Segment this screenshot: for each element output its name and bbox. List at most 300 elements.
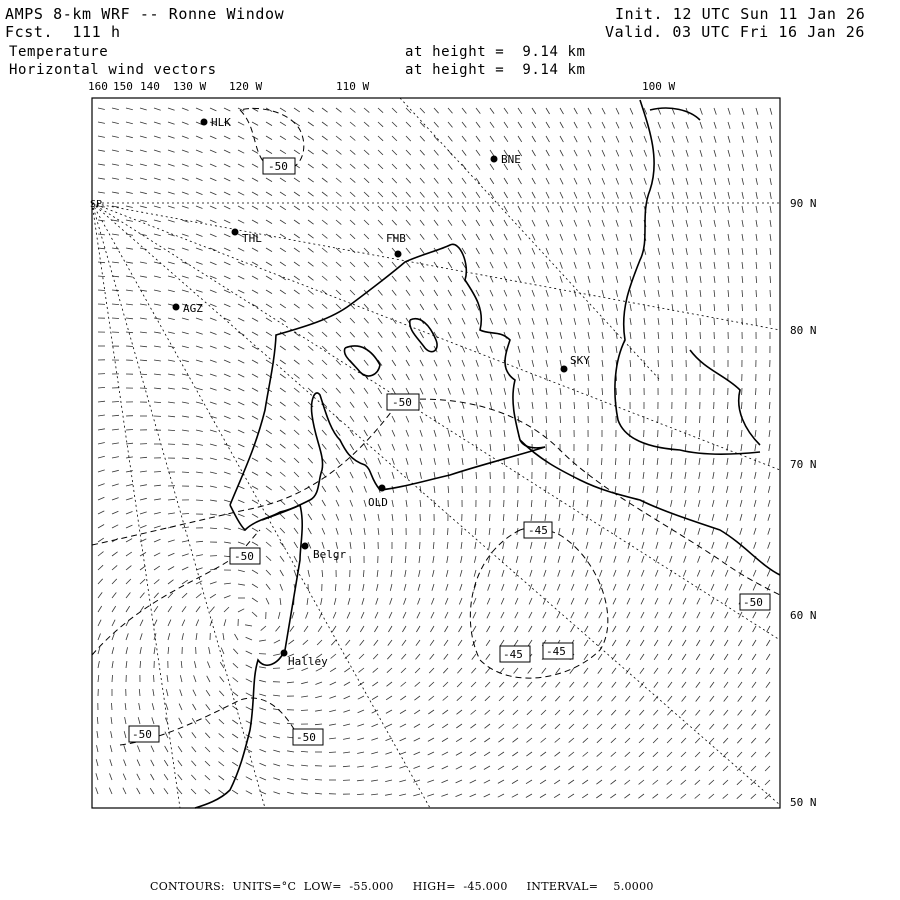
wind-vector [588, 388, 589, 395]
wind-vector [206, 704, 210, 710]
station-label: THL [242, 232, 262, 245]
wind-vector [770, 192, 771, 199]
wind-vector [376, 598, 378, 605]
wind-vector [611, 752, 616, 757]
wind-vector [233, 663, 238, 668]
wind-vector [541, 696, 546, 701]
wind-vector [182, 150, 189, 152]
wind-vector [752, 654, 756, 660]
wind-vector [714, 234, 715, 241]
wind-vector [644, 346, 645, 353]
wind-vector [724, 668, 728, 674]
wind-vector [378, 248, 383, 253]
wind-vector [504, 290, 507, 296]
wind-vector [140, 647, 141, 654]
wind-vector [700, 290, 701, 297]
wind-vector [616, 178, 619, 185]
wind-vector [392, 360, 396, 366]
wind-vector [378, 444, 381, 450]
wind-vector [682, 654, 686, 660]
wind-vector [658, 262, 660, 269]
wind-vector [252, 318, 258, 321]
wind-vector [238, 458, 244, 461]
wind-vector [308, 388, 313, 393]
wind-vector [124, 731, 126, 738]
wind-vector [392, 290, 396, 296]
wind-vector [584, 640, 588, 646]
wind-vector [698, 514, 700, 521]
wind-vector [490, 430, 491, 437]
wind-vector [574, 136, 577, 142]
wind-vector [266, 304, 272, 308]
wind-vector [112, 633, 114, 640]
wind-vector [588, 290, 590, 297]
wind-vector [126, 332, 133, 333]
wind-vector [685, 444, 686, 451]
wind-vector [196, 374, 203, 376]
wind-vector [574, 192, 577, 198]
wind-vector [414, 710, 420, 714]
wind-vector [434, 444, 436, 451]
wind-vector [490, 248, 493, 254]
wind-vector [392, 430, 395, 436]
wind-vector [322, 514, 325, 520]
wind-vector [630, 304, 631, 311]
wind-vector [210, 178, 216, 181]
wind-vector [755, 430, 756, 437]
wind-vector [238, 206, 244, 209]
wind-vector [540, 766, 546, 770]
wind-vector [98, 220, 105, 221]
wind-vector [301, 779, 308, 780]
wind-vector [280, 528, 285, 533]
wind-vector [224, 136, 230, 139]
contour-label [230, 548, 260, 564]
wind-vector [406, 136, 411, 141]
wind-vector [378, 458, 381, 464]
wind-vector [420, 542, 421, 549]
wind-vector [738, 696, 742, 702]
wind-vector [294, 472, 299, 477]
wind-vector [376, 584, 378, 591]
wind-vector [588, 178, 591, 184]
wind-vector [572, 528, 574, 535]
wind-vector [490, 346, 492, 353]
wind-vector [434, 458, 436, 465]
wind-vector [737, 724, 742, 729]
wind-vector [432, 570, 434, 577]
wind-vector [336, 150, 341, 154]
footer-low: LOW= -55.000 [303, 880, 394, 893]
wind-vector [560, 122, 563, 128]
wind-vector [643, 486, 644, 493]
wind-vector [686, 136, 688, 143]
wind-vector [686, 304, 687, 311]
wind-vector [698, 556, 701, 563]
wind-vector [624, 794, 630, 798]
wind-vector [476, 262, 479, 268]
wind-vector [336, 136, 342, 140]
wind-vector [252, 136, 258, 139]
init-time: Init. 12 UTC Sun 11 Jan 26 [615, 5, 866, 23]
wind-vector [641, 584, 644, 590]
wind-vector [532, 374, 534, 381]
wind-vector [429, 696, 434, 700]
wind-vector [112, 402, 119, 403]
wind-vector [588, 122, 591, 128]
wind-vector [597, 752, 602, 757]
wind-vector [669, 598, 672, 604]
wind-vector [252, 360, 258, 363]
wind-vector [98, 647, 100, 654]
wind-vector [406, 374, 409, 380]
wind-vector [560, 234, 563, 241]
wind-vector [667, 780, 672, 785]
wind-vector [154, 512, 161, 514]
wind-vector [287, 668, 294, 670]
wind-vector [294, 290, 300, 294]
wind-vector [518, 388, 520, 395]
wind-vector [600, 542, 602, 549]
wind-vector [154, 276, 161, 278]
valid-time: Valid. 03 UTC Fri 16 Jan 26 [605, 23, 866, 41]
wind-vector [616, 388, 617, 395]
wind-vector [501, 598, 504, 604]
wind-vector [569, 696, 574, 701]
wind-vector [168, 567, 174, 571]
wind-vector [625, 724, 630, 729]
wind-vector [489, 542, 490, 549]
wind-vector [574, 234, 577, 241]
wind-vector [526, 794, 532, 798]
wind-vector [639, 710, 644, 715]
wind-vector [518, 234, 521, 240]
wind-vector [140, 276, 147, 277]
wind-vector [442, 752, 448, 755]
wind-vector [112, 703, 113, 710]
wind-vector [168, 499, 175, 500]
wind-vector [569, 724, 574, 729]
wind-vector [667, 710, 672, 715]
wind-vector [754, 542, 756, 549]
wind-vector [98, 178, 105, 179]
wind-vector [153, 689, 154, 696]
wind-vector [154, 374, 161, 375]
wind-vector [574, 164, 577, 170]
wind-vector [364, 178, 369, 183]
wind-vector [434, 290, 438, 296]
wind-vector [700, 136, 702, 143]
wind-vector [406, 360, 410, 366]
wind-vector [462, 108, 466, 114]
wind-vector [724, 696, 728, 702]
wind-vector [210, 164, 216, 167]
wind-vector [546, 220, 549, 226]
wind-vector [600, 556, 602, 563]
wind-vector [364, 108, 369, 113]
wind-vector [111, 731, 112, 738]
station-label: BNE [501, 153, 521, 166]
lat-label: 80 N [790, 324, 817, 337]
wind-vector [266, 346, 272, 350]
wind-vector [560, 220, 563, 226]
wind-vector [266, 570, 271, 575]
wind-vector [416, 626, 420, 632]
wind-vector [192, 732, 196, 738]
wind-vector [294, 430, 299, 435]
wind-vector [498, 766, 504, 770]
wind-vector [330, 682, 336, 685]
wind-vector [768, 528, 770, 535]
wind-vector [643, 458, 644, 465]
wind-vector [273, 723, 280, 725]
wind-vector [406, 164, 411, 169]
wind-vector [625, 766, 630, 771]
wind-vector [756, 388, 757, 395]
wind-vector [597, 766, 603, 770]
wind-vector [182, 567, 188, 570]
wind-vector [126, 276, 133, 277]
wind-vector [756, 122, 758, 129]
wind-vector [527, 682, 532, 687]
wind-vector [280, 514, 285, 519]
wind-vector [699, 458, 700, 465]
wind-vector [546, 178, 549, 184]
wind-vector [728, 150, 730, 157]
wind-vector [560, 318, 562, 325]
wind-vector [445, 598, 448, 605]
wind-vector [460, 584, 462, 591]
wind-vector [700, 206, 702, 213]
wind-vector [766, 724, 771, 729]
wind-vector [462, 332, 465, 338]
wind-vector [602, 248, 604, 255]
wind-vector [626, 654, 630, 660]
wind-vector [444, 654, 448, 660]
wind-vector [371, 794, 378, 795]
wind-vector [738, 668, 742, 674]
wind-vector [336, 178, 341, 183]
wind-vector [308, 108, 314, 112]
wind-vector [154, 108, 161, 110]
wind-vector [546, 374, 547, 381]
wind-vector [766, 668, 770, 674]
wind-vector [126, 290, 133, 291]
wind-vector [259, 722, 266, 724]
wind-vector [420, 430, 422, 437]
wind-vector [448, 276, 452, 282]
wind-vector [112, 108, 119, 110]
wind-vector [641, 598, 644, 604]
pole-label: SP [90, 199, 103, 210]
wind-vector [181, 661, 182, 668]
wind-vector [462, 290, 465, 296]
wind-vector [699, 444, 700, 451]
lat-label: 60 N [790, 609, 817, 622]
wind-vector [392, 276, 396, 281]
wind-vector [112, 415, 119, 416]
wind-vector [657, 458, 658, 465]
wind-vector [378, 192, 383, 197]
wind-vector [598, 640, 602, 646]
contour-label [524, 522, 552, 538]
wind-vector [246, 777, 252, 780]
wind-vector [274, 640, 280, 643]
wind-vector [294, 360, 300, 364]
wind-vector [742, 234, 743, 241]
wind-vector [350, 402, 354, 408]
wind-vector [700, 108, 702, 115]
wind-vector [630, 206, 632, 213]
wind-vector [714, 206, 716, 213]
wind-vector [168, 290, 175, 292]
wind-vector [559, 500, 560, 507]
wind-vector [287, 723, 294, 724]
wind-vector [168, 178, 175, 180]
wind-vector [448, 486, 449, 493]
wind-vector [655, 584, 658, 590]
wind-vector [322, 388, 327, 393]
wind-vector [558, 556, 560, 563]
wind-vector [600, 570, 603, 577]
wind-vector [196, 290, 203, 292]
wind-vector [686, 290, 687, 297]
wind-vector [357, 724, 364, 726]
wind-vector [644, 290, 645, 297]
wind-vector [294, 514, 298, 520]
wind-vector [754, 514, 756, 521]
wind-vector [97, 717, 98, 724]
wind-vector [322, 108, 328, 112]
wind-vector [532, 346, 534, 353]
wind-vector [308, 570, 310, 577]
station-label: Belgr [313, 548, 347, 561]
wind-vector [252, 472, 258, 475]
wind-vector [728, 192, 730, 199]
wind-vector [151, 774, 155, 780]
wind-vector [238, 486, 244, 489]
wind-vector [224, 528, 231, 530]
wind-vector [140, 346, 147, 347]
wind-vector [740, 500, 742, 507]
wind-vector [140, 206, 147, 208]
wind-vector [476, 402, 478, 409]
wind-vector [96, 773, 98, 780]
wind-vector [329, 696, 336, 698]
wind-vector [333, 612, 336, 618]
wind-vector [182, 580, 188, 584]
wind-vector [685, 472, 686, 479]
wind-vector [371, 766, 378, 768]
wind-vector [598, 682, 602, 688]
wind-vector [571, 598, 574, 604]
wind-vector [140, 457, 147, 458]
wind-vector [470, 794, 476, 797]
wind-vector [490, 178, 494, 184]
wind-vector [462, 374, 465, 381]
wind-vector [388, 640, 392, 646]
wind-vector [656, 556, 658, 563]
wind-vector [642, 514, 644, 521]
wind-vector [182, 164, 189, 166]
wind-vector [96, 787, 98, 794]
wind-vector [112, 178, 119, 179]
wind-vector [573, 486, 574, 493]
wind-vector [611, 724, 616, 729]
wind-vector [770, 220, 771, 227]
wind-vector [238, 318, 244, 321]
wind-vector [616, 262, 618, 269]
wind-vector [725, 584, 728, 590]
wind-vector [601, 500, 602, 507]
wind-vector [556, 668, 560, 674]
wind-vector [501, 626, 505, 632]
wind-vector [392, 416, 395, 422]
wind-vector [196, 500, 203, 501]
wind-vector [697, 598, 700, 604]
wind-vector [402, 626, 406, 632]
wind-vector [392, 206, 397, 211]
wind-vector [546, 150, 549, 156]
wind-vector [448, 374, 451, 381]
wind-vector [616, 150, 619, 156]
wind-vector [336, 122, 342, 126]
wind-vector [140, 593, 145, 598]
wind-vector [756, 178, 758, 185]
wind-vector [252, 402, 258, 405]
wind-vector [344, 682, 350, 686]
wind-vector [671, 486, 672, 493]
wind-vector [751, 766, 756, 771]
wind-vector [657, 500, 659, 507]
wind-vector [588, 276, 590, 283]
wind-vector [712, 528, 714, 535]
wind-vector [97, 731, 98, 738]
wind-vector [110, 745, 112, 752]
wind-vector [246, 679, 252, 682]
wind-vector [180, 675, 182, 682]
wind-vector [224, 150, 230, 153]
wind-vector [322, 220, 328, 224]
wind-vector [700, 220, 702, 227]
wind-vector [278, 612, 280, 619]
wind-vector [725, 570, 728, 577]
wind-vector [154, 164, 161, 166]
wind-vector [378, 402, 382, 408]
wind-vector [476, 164, 480, 170]
wind-vector [322, 486, 326, 492]
wind-vector [657, 486, 658, 493]
wind-vector [224, 472, 231, 474]
wind-vector [308, 206, 314, 210]
wind-vector [728, 304, 729, 311]
wind-vector [741, 430, 742, 437]
wind-vector [627, 598, 630, 604]
wind-vector [287, 778, 294, 780]
wind-vector [126, 206, 133, 208]
wind-vector [385, 780, 392, 782]
wind-vector [445, 626, 449, 632]
wind-vector [503, 514, 504, 521]
wind-vector [336, 472, 340, 478]
wind-vector [583, 710, 588, 715]
wind-vector [462, 220, 466, 226]
wind-vector [462, 444, 463, 451]
wind-vector [602, 178, 605, 185]
wind-vector [602, 458, 603, 465]
wind-vector [406, 430, 409, 437]
wind-vector [442, 738, 448, 742]
